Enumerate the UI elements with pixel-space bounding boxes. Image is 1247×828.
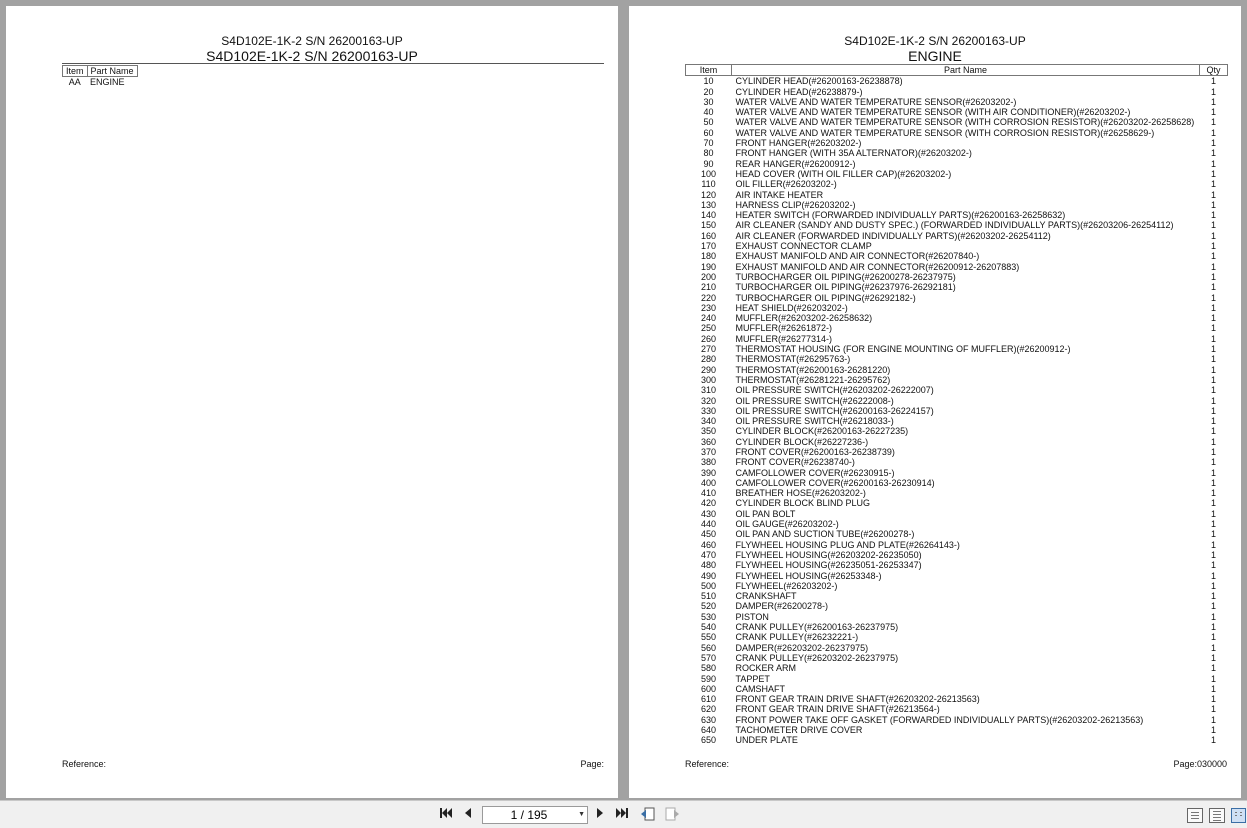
cell-part-name[interactable]: OIL PAN AND SUCTION TUBE(#26200278-) [735, 529, 915, 540]
table-row[interactable] [686, 581, 1228, 591]
cell-part-name[interactable]: CRANKSHAFT [735, 591, 797, 602]
cell-qty: 1 [1210, 199, 1216, 210]
index-table [62, 65, 138, 88]
first-page-icon[interactable] [437, 807, 455, 823]
cell-item: 520 [700, 601, 717, 612]
cell-part-name[interactable]: THERMOSTAT(#26200163-26281220) [735, 364, 891, 375]
cell-part-name[interactable]: MUFFLER(#26261872-) [735, 323, 833, 334]
cell-part-name[interactable]: TACHOMETER DRIVE COVER [735, 725, 863, 735]
cell-part-name[interactable]: MUFFLER(#26277314-) [735, 333, 833, 344]
cell-item: 530 [700, 611, 717, 622]
cell-item: 150 [700, 220, 717, 231]
cell-item: 630 [700, 714, 717, 725]
table-row[interactable] [686, 437, 1228, 447]
table-row[interactable] [686, 179, 1228, 189]
table-row[interactable] [63, 77, 138, 88]
cell-item: 450 [700, 529, 717, 540]
cell-qty: 1 [1210, 405, 1216, 416]
cell-qty: 1 [1210, 230, 1216, 241]
cell-item: 230 [700, 302, 717, 313]
table-row[interactable] [686, 663, 1228, 673]
cell-qty: 1 [1210, 477, 1216, 488]
cell-qty: 1 [1210, 652, 1216, 663]
table-row[interactable] [686, 190, 1228, 200]
cell-part-name[interactable]: FRONT COVER(#26200163-26238739) [735, 446, 895, 457]
cell-item: 610 [700, 694, 717, 705]
cell-qty: 1 [1210, 179, 1216, 190]
table-row[interactable] [686, 684, 1228, 694]
cell-item: 170 [700, 241, 717, 252]
cell-part-name[interactable]: OIL PRESSURE SWITCH(#26218033-) [735, 416, 894, 427]
table-row[interactable] [686, 323, 1228, 333]
cell-qty: 1 [1210, 292, 1216, 303]
go-back-icon[interactable] [639, 807, 657, 823]
cell-part-name[interactable]: FRONT HANGER(#26203202-) [735, 138, 862, 149]
table-row[interactable] [686, 334, 1228, 344]
table-row[interactable] [686, 210, 1228, 220]
cell-part-name[interactable]: WATER VALVE AND WATER TEMPERATURE SENSOR (WITH AIR CONDITIONER)(#26203202-) [735, 107, 1131, 118]
cell-qty: 1 [1210, 344, 1216, 355]
cell-item: 20 [703, 86, 714, 97]
cell-item: 650 [700, 735, 717, 746]
column-header-qty: Qty [1200, 65, 1228, 76]
cell-part-name[interactable]: CYLINDER HEAD(#26200163-26238878) [735, 76, 903, 87]
table-row[interactable] [686, 375, 1228, 385]
cell-part-name[interactable]: TAPPET [735, 673, 770, 684]
cell-qty: 1 [1210, 436, 1216, 447]
cell-part-name[interactable]: FRONT HANGER (WITH 35A ALTERNATOR)(#26203202-) [735, 148, 972, 159]
table-row[interactable] [686, 632, 1228, 642]
cell-part-name[interactable]: THERMOSTAT(#26295763-) [735, 354, 851, 365]
continuous-view-icon[interactable] [1209, 808, 1225, 823]
cell-qty: 1 [1210, 673, 1216, 684]
table-row[interactable] [686, 406, 1228, 416]
table-row[interactable] [686, 571, 1228, 581]
cell-part-name[interactable]: PISTON [735, 611, 769, 622]
cell-part-name[interactable]: OIL FILLER(#26203202-) [735, 179, 837, 190]
cell-part-name[interactable]: WATER VALVE AND WATER TEMPERATURE SENSOR(#26203202-) [735, 96, 1017, 107]
table-row[interactable] [686, 138, 1228, 148]
cell-qty: 1 [1210, 416, 1216, 427]
cell-qty: 1 [1210, 354, 1216, 365]
cell-item: 140 [700, 210, 717, 221]
cell-part-name[interactable]: OIL PAN BOLT [735, 508, 796, 519]
cell-qty: 1 [1210, 622, 1216, 633]
last-page-icon[interactable] [613, 807, 631, 823]
cell-part-name[interactable]: BREATHER HOSE(#26203202-) [735, 488, 866, 499]
table-row[interactable] [686, 478, 1228, 488]
cell-part-name[interactable]: HARNESS CLIP(#26203202-) [735, 199, 856, 210]
cell-item: 250 [700, 323, 717, 334]
cell-qty: 1 [1210, 168, 1216, 179]
cell-item: 370 [700, 446, 717, 457]
pdf-page-right [629, 6, 1241, 798]
single-page-view-icon[interactable] [1187, 808, 1203, 823]
cell-part-name[interactable]: FLYWHEEL HOUSING(#26253348-) [735, 570, 882, 581]
table-row[interactable] [686, 715, 1228, 725]
cell-qty: 1 [1210, 519, 1216, 530]
cell-qty: 1 [1210, 725, 1216, 735]
table-row[interactable] [686, 76, 1228, 87]
cell-item: 320 [700, 395, 717, 406]
cell-qty: 1 [1210, 313, 1216, 324]
cell-qty: 1 [1210, 714, 1216, 725]
table-row[interactable] [686, 87, 1228, 97]
cell-part-name[interactable]: WATER VALVE AND WATER TEMPERATURE SENSOR (WITH CORROSION RESISTOR)(#26258629-) [735, 127, 1155, 138]
table-row[interactable] [686, 498, 1228, 508]
cell-part-name[interactable]: OIL PRESSURE SWITCH(#26200163-26224157) [735, 405, 934, 416]
cell-part-name[interactable]: FRONT POWER TAKE OFF GASKET (FORWARDED INDIVIDUALLY PARTS)(#26203202-26213563) [735, 714, 1144, 725]
cell-part-name[interactable]: CYLINDER BLOCK(#26227236-) [735, 436, 869, 447]
table-row[interactable] [686, 220, 1228, 230]
cell-item: 110 [701, 179, 716, 190]
cell-qty: 1 [1210, 261, 1216, 272]
table-row[interactable] [686, 735, 1228, 745]
cell-qty: 1 [1210, 642, 1216, 653]
table-row[interactable] [686, 241, 1228, 251]
parts-table-body [686, 76, 1228, 746]
cell-item: 470 [700, 549, 717, 560]
cell-item: 260 [700, 333, 717, 344]
table-row[interactable] [686, 612, 1228, 622]
cell-qty: 1 [1210, 457, 1216, 468]
cell-item: 90 [703, 158, 714, 169]
cell-item: 300 [700, 374, 717, 385]
column-header-part-name: Part Name [732, 65, 1200, 76]
cell-item: 360 [700, 436, 717, 447]
cell-part-name[interactable]: CYLINDER BLOCK(#26200163-26227235) [735, 426, 909, 437]
cell-part-name[interactable]: EXHAUST MANIFOLD AND AIR CONNECTOR(#26207840-) [735, 251, 980, 262]
table-row[interactable] [686, 457, 1228, 467]
cell-item: 510 [700, 591, 717, 602]
table-row[interactable] [686, 344, 1228, 354]
column-header-item: Item [686, 65, 732, 76]
cell-part-name[interactable]: CAMFOLLOWER COVER(#26200163-26230914) [735, 477, 935, 488]
cell-qty: 1 [1210, 426, 1216, 437]
cell-item: 240 [700, 313, 717, 324]
table-row[interactable] [686, 396, 1228, 406]
table-row[interactable] [686, 653, 1228, 663]
cell-item: 50 [703, 117, 714, 128]
footer-reference: Reference: [685, 759, 730, 769]
cell-qty: 1 [1210, 508, 1216, 519]
table-header-row [63, 66, 138, 77]
table-row[interactable] [686, 148, 1228, 158]
next-page-icon[interactable] [591, 807, 609, 823]
cell-qty: 1 [1210, 76, 1216, 87]
footer-reference: Reference: [62, 759, 107, 769]
cell-qty: 1 [1210, 488, 1216, 499]
header-rule [62, 63, 604, 64]
page-indicator: 1 / 195 [510, 808, 548, 822]
table-row[interactable] [686, 159, 1228, 169]
go-forward-icon[interactable] [663, 807, 681, 823]
cell-qty: 1 [1210, 549, 1216, 560]
table-row[interactable] [686, 540, 1228, 550]
cell-item: 620 [700, 704, 717, 715]
cell-qty: 1 [1210, 704, 1216, 715]
prev-page-icon[interactable] [459, 807, 477, 823]
cell-item: 100 [700, 168, 717, 179]
cell-part-name[interactable]: FRONT COVER(#26238740-) [735, 457, 855, 468]
cell-part-name[interactable]: CRANK PULLEY(#26203202-26237975) [735, 652, 899, 663]
cell-qty: 1 [1210, 127, 1216, 138]
cell-item: 190 [700, 261, 717, 272]
cell-qty: 1 [1210, 498, 1216, 509]
cell-part-name[interactable]: CRANK PULLEY(#26232221-) [735, 632, 859, 643]
cell-part-name[interactable]: FLYWHEEL HOUSING(#26203202-26235050) [735, 549, 922, 560]
cell-part-name[interactable]: FLYWHEEL HOUSING PLUG AND PLATE(#26264143-) [735, 539, 960, 550]
cell-part-name[interactable]: DAMPER(#26203202-26237975) [735, 642, 869, 653]
table-row[interactable] [686, 231, 1228, 241]
cell-part-name[interactable]: OIL GAUGE(#26203202-) [735, 519, 839, 530]
cell-item: 640 [700, 725, 717, 735]
cell-item: 460 [700, 539, 717, 550]
cell-item: 380 [700, 457, 717, 468]
cell-qty: 1 [1210, 282, 1216, 293]
cell-qty: 1 [1210, 601, 1216, 612]
cell-item: 280 [700, 354, 717, 365]
table-row[interactable] [686, 643, 1228, 653]
cell-item: 490 [700, 570, 717, 581]
table-row[interactable] [686, 725, 1228, 735]
cell-part-name[interactable]: AIR CLEANER (SANDY AND DUSTY SPEC.) (FORWARDED INDIVIDUALLY PARTS)(#26203206-26254112) [735, 220, 1174, 231]
cell-qty: 1 [1210, 591, 1216, 602]
cell-item: 210 [700, 282, 717, 293]
cell-item: 290 [700, 364, 717, 375]
table-row[interactable] [686, 313, 1228, 323]
cell-qty: 1 [1210, 395, 1216, 406]
cell-qty: 1 [1210, 302, 1216, 313]
table-row[interactable] [686, 251, 1228, 261]
cell-part-name[interactable]: CYLINDER HEAD(#26238879-) [735, 86, 863, 97]
cell-qty: 1 [1210, 374, 1216, 385]
cell-part-name[interactable]: FLYWHEEL HOUSING(#26235051-26253347) [735, 560, 922, 571]
cell-part-name[interactable]: EXHAUST MANIFOLD AND AIR CONNECTOR(#26200912-26207883) [735, 261, 1020, 272]
pdf-page-left [6, 6, 618, 798]
cell-qty: 1 [1210, 663, 1216, 674]
cell-part-name[interactable]: FRONT GEAR TRAIN DRIVE SHAFT(#26213564-) [735, 704, 940, 715]
table-row[interactable] [686, 509, 1228, 519]
cell-part-name[interactable]: THERMOSTAT HOUSING (FOR ENGINE MOUNTING OF MUFFLER)(#26200912-) [735, 344, 1071, 355]
cell-qty: 1 [1210, 735, 1216, 746]
cell-item: 590 [700, 673, 717, 684]
cell-qty: 1 [1210, 96, 1216, 107]
footer-page: Page:030000 [1173, 759, 1227, 769]
cell-item: 540 [700, 622, 717, 633]
table-row[interactable] [686, 272, 1228, 282]
cell-item: 350 [700, 426, 717, 437]
cell-qty: 1 [1210, 560, 1216, 571]
cell-qty: 1 [1210, 323, 1216, 334]
cell-item: 600 [700, 683, 717, 694]
table-row[interactable] [686, 97, 1228, 107]
cell-item: 400 [700, 477, 717, 488]
table-row[interactable] [686, 550, 1228, 560]
table-row[interactable] [686, 591, 1228, 601]
cell-item: 340 [700, 416, 717, 427]
cell-qty: 1 [1210, 529, 1216, 540]
table-row[interactable] [686, 601, 1228, 611]
page-header-subtitle: S4D102E-1K-2 S/N 26200163-UP [206, 48, 418, 64]
table-row[interactable] [686, 262, 1228, 272]
table-row[interactable] [686, 622, 1228, 632]
table-row[interactable] [686, 169, 1228, 179]
cell-qty: 1 [1210, 570, 1216, 581]
table-row[interactable] [686, 282, 1228, 292]
cell-item: 550 [700, 632, 717, 643]
cell-qty: 1 [1210, 632, 1216, 643]
cell-qty: 1 [1210, 107, 1216, 118]
footer-page: Page: [580, 759, 604, 769]
table-row[interactable] [686, 519, 1228, 529]
table-row[interactable] [686, 365, 1228, 375]
cell-item: 440 [700, 519, 717, 530]
cell-item: 310 [700, 385, 717, 396]
table-header-row [686, 65, 1228, 76]
cell-qty: 1 [1210, 611, 1216, 622]
cell-part-name[interactable]: HEATER SWITCH (FORWARDED INDIVIDUALLY PARTS)(#26200163-26258632) [735, 210, 1066, 221]
table-row[interactable] [686, 426, 1228, 436]
cell-item: 120 [700, 189, 717, 200]
cell-part-name[interactable]: HEAD COVER (WITH OIL FILLER CAP)(#26203202-) [735, 168, 952, 179]
navigation-toolbar [0, 800, 1247, 828]
cell-part-name[interactable]: OIL PRESSURE SWITCH(#26203202-26222007) [735, 385, 934, 396]
cell-qty: 1 [1210, 251, 1216, 262]
cell-part-name[interactable]: TURBOCHARGER OIL PIPING(#26292182-) [735, 292, 916, 303]
table-row[interactable] [686, 128, 1228, 138]
cell-qty: 1 [1210, 189, 1216, 200]
cell-qty: 1 [1210, 271, 1216, 282]
cell-item: 330 [700, 405, 717, 416]
table-row[interactable] [686, 117, 1228, 127]
cell-item: 40 [703, 107, 714, 118]
cell-item: 410 [700, 488, 717, 499]
cell-part-name[interactable]: CAMFOLLOWER COVER(#26230915-) [735, 467, 895, 478]
table-row[interactable] [686, 468, 1228, 478]
page-header-title: S4D102E-1K-2 S/N 26200163-UP [844, 34, 1026, 48]
cell-part-name[interactable]: THERMOSTAT(#26281221-26295762) [735, 374, 891, 385]
cell-item: 30 [703, 96, 714, 107]
cell-part-name[interactable]: REAR HANGER(#26200912-) [735, 158, 856, 169]
table-row[interactable] [686, 107, 1228, 117]
cell-item: 160 [700, 230, 717, 241]
cell-qty: 1 [1210, 683, 1216, 694]
table-row[interactable] [686, 416, 1228, 426]
cell-part-name[interactable]: FLYWHEEL(#26203202-) [735, 580, 838, 591]
cell-qty: 1 [1210, 539, 1216, 550]
cell-item: 430 [700, 508, 717, 519]
page-header-title: S4D102E-1K-2 S/N 26200163-UP [221, 34, 403, 48]
table-row[interactable] [686, 529, 1228, 539]
table-row[interactable] [686, 674, 1228, 684]
table-row[interactable] [686, 488, 1228, 498]
cell-item: 130 [700, 199, 717, 210]
cell-item: 220 [700, 292, 717, 303]
column-header-part-name: Part Name [87, 66, 137, 77]
cell-part-name[interactable]: CYLINDER BLOCK BLIND PLUG [735, 498, 871, 509]
cell-qty: 1 [1210, 446, 1216, 457]
table-row[interactable] [686, 385, 1228, 395]
cell-qty: 1 [1210, 220, 1216, 231]
cell-part-name[interactable]: FRONT GEAR TRAIN DRIVE SHAFT(#26203202-26213563) [735, 694, 980, 705]
cell-item: 570 [700, 652, 717, 663]
cell-qty: 1 [1210, 241, 1216, 252]
cell-part-name[interactable]: TURBOCHARGER OIL PIPING(#26200278-26237975) [735, 271, 956, 282]
cell-part-name[interactable]: AIR INTAKE HEATER [735, 189, 824, 200]
cell-qty: 1 [1210, 385, 1216, 396]
cell-item: 420 [700, 498, 717, 509]
table-row[interactable] [686, 354, 1228, 364]
cell-item: 70 [703, 138, 714, 149]
two-page-view-icon[interactable] [1231, 808, 1246, 823]
cell-part-name[interactable]: TURBOCHARGER OIL PIPING(#26237976-26292181) [735, 282, 956, 293]
cell-part-name[interactable]: ROCKER ARM [735, 663, 797, 674]
table-row[interactable] [686, 694, 1228, 704]
cell-part-name[interactable]: OIL PRESSURE SWITCH(#26222008-) [735, 395, 894, 406]
page-number-input[interactable] [482, 806, 588, 824]
cell-part-name[interactable]: AIR CLEANER (FORWARDED INDIVIDUALLY PARTS)(#26203202-26254112) [735, 230, 1051, 241]
cell-item: 480 [700, 560, 717, 571]
table-row[interactable] [686, 293, 1228, 303]
cell-qty: 1 [1210, 117, 1216, 128]
cell-part-name[interactable]: ENGINE [90, 77, 125, 88]
parts-table [685, 64, 1228, 746]
cell-qty: 1 [1210, 333, 1216, 344]
cell-qty: 1 [1210, 158, 1216, 169]
cell-qty: 1 [1210, 467, 1216, 478]
cell-item: 60 [703, 127, 714, 138]
cell-item: 500 [700, 580, 717, 591]
table-row[interactable] [686, 200, 1228, 210]
cell-item: 270 [700, 344, 717, 355]
cell-part-name[interactable]: DAMPER(#26200278-) [735, 601, 829, 612]
column-header-item: Item [63, 66, 88, 77]
cell-item: 580 [700, 663, 717, 674]
cell-item: AA [68, 77, 81, 88]
cell-item: 200 [700, 271, 717, 282]
cell-part-name[interactable]: UNDER PLATE [735, 735, 798, 746]
table-row[interactable] [686, 560, 1228, 570]
cell-qty: 1 [1210, 148, 1216, 159]
cell-item: 560 [700, 642, 717, 653]
table-row[interactable] [686, 303, 1228, 313]
cell-item: 10 [703, 76, 714, 87]
cell-item: 390 [700, 467, 717, 478]
cell-item: 80 [703, 148, 714, 159]
cell-part-name[interactable]: HEAT SHIELD(#26203202-) [735, 302, 848, 313]
cell-qty: 1 [1210, 138, 1216, 149]
table-row[interactable] [686, 447, 1228, 457]
cell-item: 180 [700, 251, 717, 262]
cell-part-name[interactable]: MUFFLER(#26203202-26258632) [735, 313, 873, 324]
chevron-down-icon[interactable]: ▼ [578, 811, 585, 818]
cell-qty: 1 [1210, 364, 1216, 375]
cell-part-name[interactable]: WATER VALVE AND WATER TEMPERATURE SENSOR (WITH CORROSION RESISTOR)(#26203202-26258628) [735, 117, 1195, 128]
cell-part-name[interactable]: CAMSHAFT [735, 683, 785, 694]
cell-qty: 1 [1210, 580, 1216, 591]
cell-part-name[interactable]: CRANK PULLEY(#26200163-26237975) [735, 622, 899, 633]
cell-part-name[interactable]: EXHAUST CONNECTOR CLAMP [735, 241, 872, 252]
table-row[interactable] [686, 704, 1228, 714]
cell-qty: 1 [1210, 694, 1216, 705]
cell-qty: 1 [1210, 86, 1216, 97]
cell-qty: 1 [1210, 210, 1216, 221]
page-header-section: ENGINE [908, 48, 962, 64]
